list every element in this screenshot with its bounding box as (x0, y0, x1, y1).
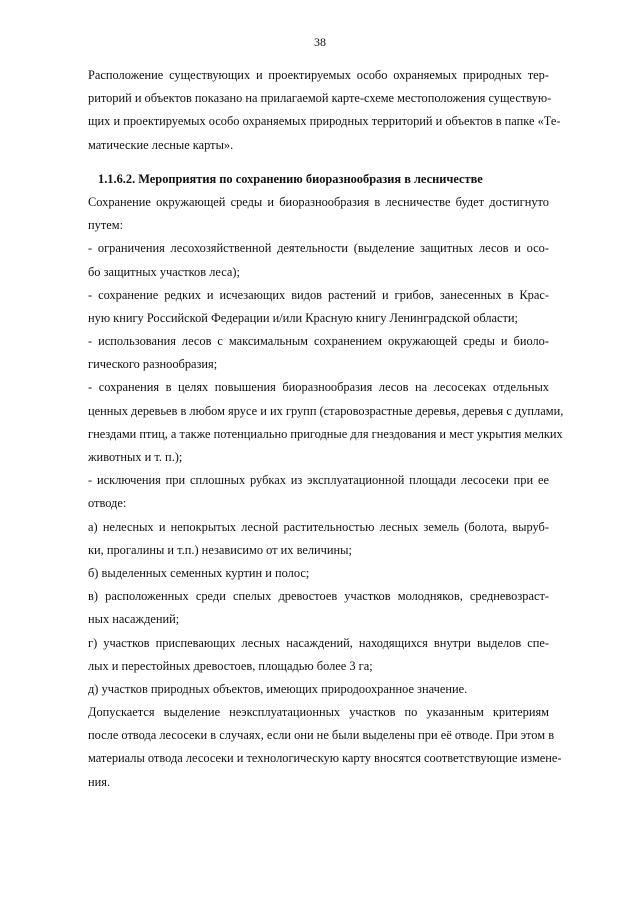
text-line: риторий и объектов показано на прилагаемой карте-схеме местоположения существую- (88, 91, 552, 106)
text-line: Расположение существующих и проектируемых особо охраняемых природных тер- (88, 68, 549, 82)
page-number: 38 (314, 35, 326, 49)
text-line: ния. (88, 774, 111, 789)
text-line: бо защитных участков леса); (88, 264, 240, 279)
text-line: Сохранение окружающей среды и биоразнообразия в лесничестве будет достигнуто (88, 194, 549, 209)
text-line: в) расположенных среди спелых древостоев участков молодняков, средневозраст- (88, 589, 549, 604)
text-line: ки, прогалины и т.п.) независимо от их величины; (88, 542, 352, 557)
text-line: б) выделенных семенных куртин и полос; (88, 565, 310, 580)
text-line: путем: (88, 218, 124, 233)
text-line: гнездами птиц, а также потенциально пригодные для гнездования и мест укрытия мелких (88, 426, 563, 441)
section-heading: 1.1.6.2. Мероприятия по сохранению биоразнообразия в лесничестве (98, 171, 483, 186)
text-line: лых и перестойных древостоев, площадью более 3 га; (88, 658, 373, 673)
text-line: д) участков природных объектов, имеющих природоохранное значение. (88, 681, 468, 696)
text-line: ных насаждений; (88, 612, 180, 627)
text-line: отводе: (88, 496, 127, 511)
text-line: щих и проектируемых особо охраняемых природных территорий и объектов в папке «Те- (88, 114, 561, 129)
text-line: Допускается выделение неэксплуатационных участков по указанным критериям (88, 705, 549, 720)
text-line: - использования лесов с максимальным сохранением окружающей среды и биоло- (88, 334, 549, 349)
text-line: ценных деревьев в любом ярусе и их групп (старовозрастные деревья, деревья с дуплами, (88, 403, 564, 418)
text-line: г) участков приспевающих лесных насаждений, находящихся внутри выделов спе- (88, 635, 549, 650)
text-line: материалы отвода лесосеки и технологическую карту вносятся соответствующие измене- (88, 751, 562, 766)
section-gap (88, 157, 549, 168)
text-line: после отвода лесосеки в случаях, если они не были выделены при её отводе. При этом в (88, 728, 555, 743)
intro-paragraph (88, 64, 561, 157)
document-body (88, 64, 564, 794)
text-line: а) нелесных и непокрытых лесной растительностью лесных земель (болота, выруб- (88, 519, 549, 534)
text-line: ную книгу Российской Федерации и/или Красную книгу Ленинградской области; (88, 310, 518, 325)
text-line: - исключения при сплошных рубках из эксплуатационной площади лесосеки при ее (88, 473, 549, 488)
text-line: матические лесные карты». (88, 137, 234, 152)
text-line: животных и т. п.); (88, 450, 183, 464)
text-line: гического разнообразия; (88, 357, 218, 372)
text-line: - ограничения лесохозяйственной деятельности (выделение защитных лесов и осо- (88, 241, 549, 256)
section-body (88, 191, 564, 794)
text-line: - сохранения в целях повышения биоразнообразия лесов на лесосеках отдельных (88, 380, 549, 395)
text-line: - сохранение редких и исчезающих видов растений и грибов, занесенных в Крас- (88, 287, 549, 302)
